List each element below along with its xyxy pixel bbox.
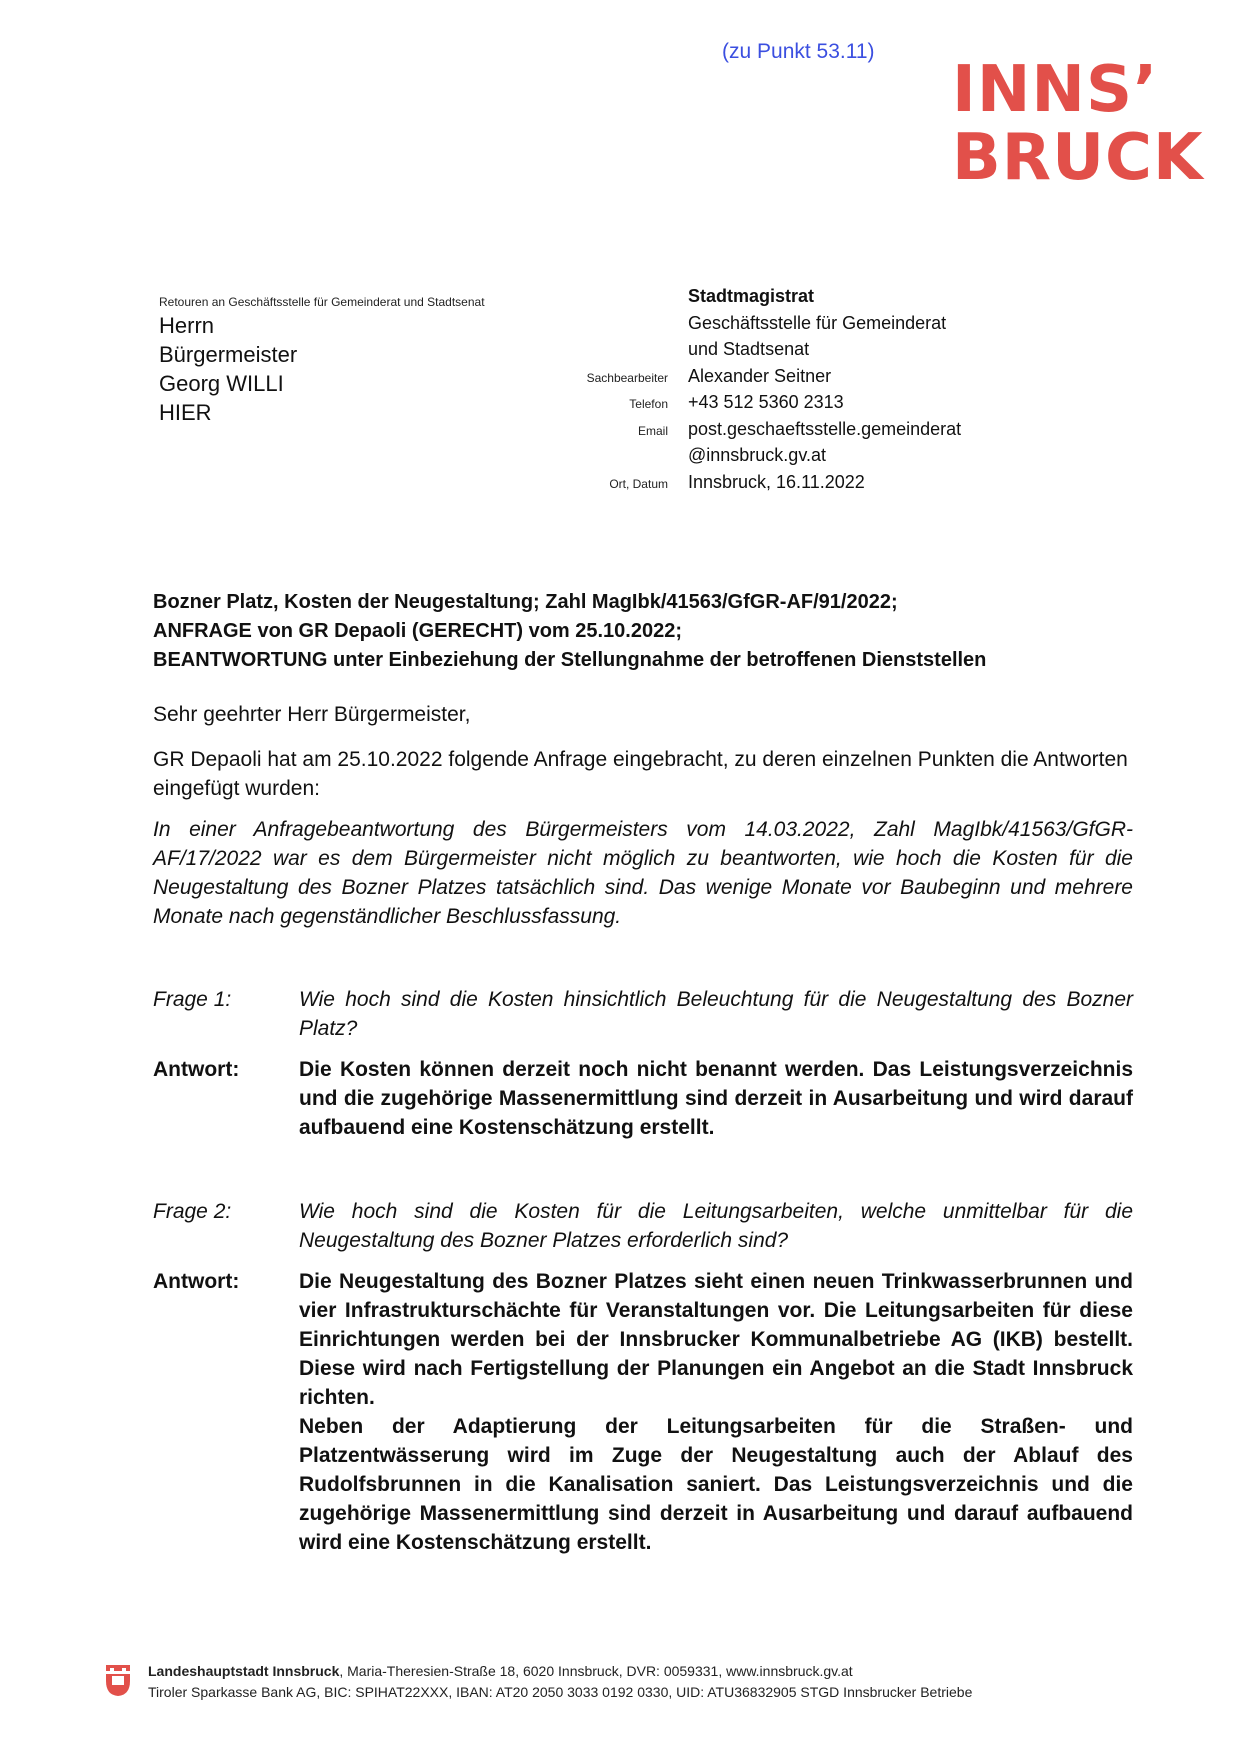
email-label: Email [637,423,668,438]
question-1-text: Wie hoch sind die Kosten hinsichtlich Beleuchtung für die Neugestaltung des Bozner Platz? [299,988,1133,1040]
sender-dept: und Stadtsenat [688,339,810,359]
recipient-line: Herrn [159,313,215,338]
footer [148,1661,972,1703]
city-seal-icon [104,1663,132,1697]
reference-note: (zu Punkt 53.11) [722,40,875,63]
footer-bank: Tiroler Sparkasse Bank AG, BIC: SPIHAT22XXX, IBAN: AT20 2050 3033 0192 0330, UID: ATU36832905 STGD Innsbrucker Betriebe [148,1684,973,1700]
recipient-line: Bürgermeister [159,342,298,367]
answer-2-paragraph: Neben der Adaptierung der Leitungsarbeiten für die Straßen- und Platzentwässerung wird im Zuge der Neugestaltung auch der Ablauf des Rudolfsbrunnen in die Kanalisation saniert. Das Leistungsverzeichnis und die zugehörige Massenermittlung sind derzeit in Ausarbeitung und darauf aufbauend wird eine Kostenschätzung erstellt. [299,1415,1133,1554]
email-line-2: @innsbruck.gv.at [688,445,826,465]
answer-2-text [299,1267,1133,1557]
phone-number: +43 512 5360 2313 [688,392,844,412]
footer-address: , Maria-Theresien-Straße 18, 6020 Innsbruck, DVR: 0059331, www.innsbruck.gv.at [339,1663,853,1679]
phone-label: Telefon [629,397,668,411]
subject-line: BEANTWORTUNG unter Einbeziehung der Stellungnahme der betroffenen Dienststellen [153,649,987,671]
subject-line: ANFRAGE von GR Depaoli (GERECHT) vom 25.10.2022; [153,620,683,642]
answer-2-label: Antwort: [153,1270,240,1293]
sender-info [560,286,961,498]
answer-2-paragraph: Die Neugestaltung des Bozner Platzes sieht einen neuen Trinkwasserbrunnen und vier Infrastrukturschächte für Veranstaltungen vor. Die Leitungsarbeiten für diese Einrichtungen werden bei der Innsbrucker Kommunalbetriebe AG (IKB) bestellt. Diese wird nach Fertigstellung der Planungen ein Angebot an die Stadt Innsbruck richten. [299,1270,1133,1409]
logo-line-1: INNS’ [952,53,1159,127]
answer-1-label: Antwort: [153,1058,240,1081]
question-2-label: Frage 2: [153,1200,232,1223]
logo-line-2: BRUCK [952,121,1204,195]
return-address: Retouren an Geschäftsstelle für Gemeinderat und Stadtsenat [159,295,485,309]
question-1-label: Frage 1: [153,988,232,1011]
recipient-line: Georg WILLI [159,371,284,396]
innsbruck-logo [952,53,1204,195]
sender-title: Stadtmagistrat [688,286,815,306]
answer-1-text: Die Kosten können derzeit noch nicht benannt werden. Das Leistungsverzeichnis und die zugehörige Massenermittlung sind derzeit in Ausarbeitung und wird darauf aufbauend eine Kostenschätzung erstellt. [299,1058,1133,1139]
intro-paragraph: GR Depaoli hat am 25.10.2022 folgende Anfrage eingebracht, zu deren einzelnen Punkten die Antworten eingefügt wurden: [153,748,1128,800]
date-label: Ort, Datum [609,476,668,491]
subject-block [153,588,986,675]
subject-line: Bozner Platz, Kosten der Neugestaltung; Zahl MagIbk/41563/GfGR-AF/91/2022; [153,591,898,613]
question-2-text: Wie hoch sind die Kosten für die Leitungsarbeiten, welche unmittelbar für die Neugestaltung des Bozner Platzes erforderlich sind? [299,1200,1133,1252]
salutation: Sehr geehrter Herr Bürgermeister, [153,703,471,726]
recipient-line: HIER [159,400,212,425]
clerk-label: Sachbearbeiter [586,370,668,385]
quoted-inquiry: In einer Anfragebeantwortung des Bürgermeisters vom 14.03.2022, Zahl MagIbk/41563/GfGR-AF/17/2022 war es dem Bürgermeister nicht möglich zu beantworten, wie hoch die Kosten für die Neugestaltung des Bozner Platzes tatsächlich sind. Das wenige Monate vor Baubeginn und mehrere Monate nach gegenständlicher Beschlussfassung. [153,818,1133,928]
sender-dept: Geschäftsstelle für Gemeinderat [688,312,947,333]
email-line-1: post.geschaeftsstelle.gemeinderat [688,418,962,439]
clerk-name: Alexander Seitner [688,365,832,386]
footer-line-1 [148,1661,972,1682]
recipient-address [159,311,297,427]
footer-org: Landeshauptstadt Innsbruck [148,1663,340,1679]
date-value: Innsbruck, 16.11.2022 [688,471,865,492]
